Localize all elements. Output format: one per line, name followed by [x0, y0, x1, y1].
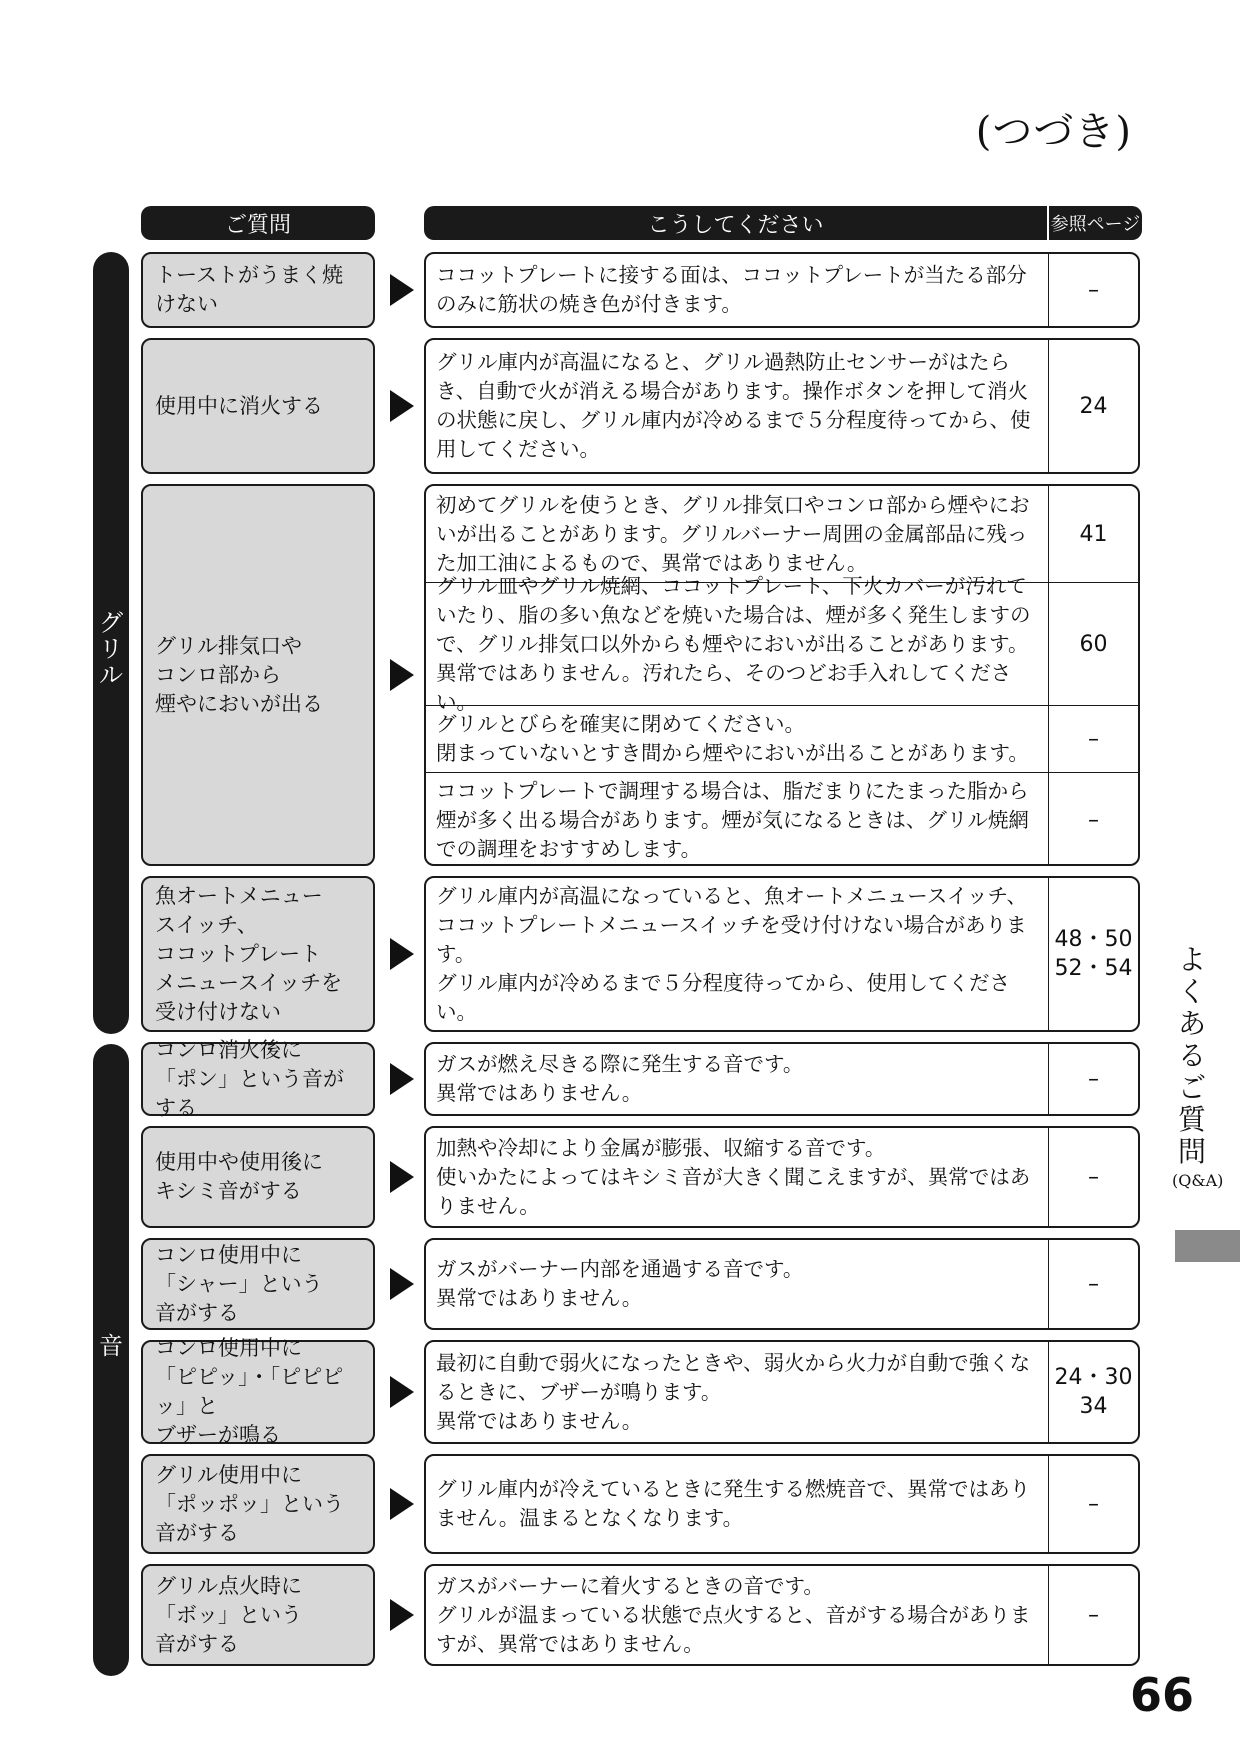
reference-page: –	[1088, 807, 1099, 833]
arrow-icon	[390, 1599, 414, 1631]
question-5: コンロ消火後に 「ポン」という音がする	[141, 1042, 375, 1116]
arrow-icon	[390, 1488, 414, 1520]
side-title	[1172, 943, 1224, 1190]
category-sound	[93, 1044, 129, 1676]
answer-row	[426, 254, 1138, 326]
reference-page: –	[1088, 277, 1099, 303]
answer-box-6	[424, 1126, 1140, 1228]
question-8: コンロ使用中に 「ピピッ」・「ピピピッ」と ブザーが鳴る	[141, 1340, 375, 1444]
answer-row	[426, 878, 1138, 1030]
question-1: トーストがうまく焼けない	[141, 252, 375, 328]
answer-row	[426, 340, 1138, 472]
answer-text: ガスがバーナーに着火するときの音です。 グリルが温まっている状態で点火すると、音がする場合がありますが、異常ではありません。	[426, 1566, 1049, 1664]
category-grill-label: グ リ ル	[99, 609, 123, 689]
answer-row	[426, 1240, 1138, 1328]
reference-page: –	[1088, 1164, 1099, 1190]
arrow-icon	[390, 1063, 414, 1095]
answer-box-5	[424, 1042, 1140, 1116]
header-answer: こうしてください	[424, 206, 1047, 240]
arrow-icon	[390, 1161, 414, 1193]
side-title-text: よ く あ る ご 質 問	[1177, 943, 1206, 1168]
answer-text: ココットプレートで調理する場合は、脂だまりにたまった脂から煙が多く出る場合があります。煙が気になるときは、グリル焼網での調理をおすすめします。	[426, 773, 1049, 866]
answer-row	[426, 1128, 1138, 1226]
arrow-icon	[390, 1376, 414, 1408]
answer-text: グリル庫内が高温になっていると、魚オートメニュースイッチ、ココットプレートメニュースイッチを受け付けない場合があります。 グリル庫内が冷めるまで５分程度待ってから、使用してください。	[426, 878, 1049, 1030]
question-10: グリル点火時に 「ボッ」という 音がする	[141, 1564, 375, 1666]
answer-text: 最初に自動で弱火になったときや、弱火から火力が自動で強くなるときに、ブザーが鳴ります。 異常ではありません。	[426, 1342, 1049, 1442]
answer-box-8	[424, 1340, 1140, 1444]
answer-row	[426, 1566, 1138, 1664]
question-3: グリル排気口や コンロ部から 煙やにおいが出る	[141, 484, 375, 866]
answer-box-7	[424, 1238, 1140, 1330]
reference-page: 24	[1079, 393, 1108, 419]
answer-box-10	[424, 1564, 1140, 1666]
question-9: グリル使用中に 「ポッポッ」という 音がする	[141, 1454, 375, 1554]
question-2: 使用中に消火する	[141, 338, 375, 474]
answer-text: ガスがバーナー内部を通過する音です。 異常ではありません。	[426, 1240, 1049, 1328]
answer-text: グリル皿やグリル焼網、ココットプレート、下火カバーが汚れていたり、脂の多い魚などを焼いた場合は、煙が多く発生しますので、グリル排気口以外からも煙やにおいが出ることがあります。異常ではありません。汚れたら、そのつどお手入れしてください。	[426, 583, 1049, 705]
answer-box-9	[424, 1454, 1140, 1554]
arrow-icon	[390, 659, 414, 691]
page-number: 66	[1129, 1668, 1194, 1722]
question-7: コンロ使用中に 「シャー」という 音がする	[141, 1238, 375, 1330]
answer-row	[426, 1456, 1138, 1552]
answer-text: ココットプレートに接する面は、ココットプレートが当たる部分のみに筋状の焼き色が付きます。	[426, 254, 1049, 326]
answer-row	[426, 772, 1138, 866]
arrow-icon	[390, 274, 414, 306]
reference-page: 24・30 34	[1054, 1365, 1133, 1419]
category-sound-label: 音	[99, 1332, 123, 1360]
answer-box-3	[424, 484, 1140, 866]
reference-page: –	[1088, 1491, 1099, 1517]
answer-row	[426, 1342, 1138, 1442]
answer-box-4	[424, 876, 1140, 1032]
arrow-icon	[390, 1268, 414, 1300]
reference-page: –	[1088, 1271, 1099, 1297]
category-grill	[93, 252, 129, 1034]
reference-page: –	[1088, 1066, 1099, 1092]
header-ref: 参照ページ	[1047, 206, 1142, 240]
arrow-icon	[390, 938, 414, 970]
answer-text: グリル庫内が高温になると、グリル過熱防止センサーがはたらき、自動で火が消える場合があります。操作ボタンを押して消火の状態に戻し、グリル庫内が冷めるまで５分程度待ってから、使用してください。	[426, 340, 1049, 472]
answer-row	[426, 486, 1138, 582]
reference-page: –	[1088, 726, 1099, 752]
answer-text: 初めてグリルを使うとき、グリル排気口やコンロ部から煙やにおいが出ることがあります。グリルバーナー周囲の金属部品に残った加工油によるもので、異常ではありません。	[426, 486, 1049, 582]
answer-row	[426, 705, 1138, 772]
question-6: 使用中や使用後に キシミ音がする	[141, 1126, 375, 1228]
answer-text: グリル庫内が冷えているときに発生する燃焼音で、異常ではありません。温まるとなくなります。	[426, 1456, 1049, 1552]
reference-page: 60	[1079, 631, 1108, 657]
answer-text: ガスが燃え尽きる際に発生する音です。 異常ではありません。	[426, 1044, 1049, 1114]
reference-page: 48・50 52・54	[1054, 927, 1133, 981]
answer-text: 加熱や冷却により金属が膨張、収縮する音です。 使いかたによってはキシミ音が大きく聞こえますが、異常ではありません。	[426, 1128, 1049, 1226]
answer-row	[426, 573, 1138, 714]
header-question: ご質問	[141, 206, 375, 240]
answer-text: グリルとびらを確実に閉めてください。 閉まっていないとすき間から煙やにおいが出ることがあります。	[426, 706, 1049, 772]
question-4: 魚オートメニュー スイッチ、 ココットプレート メニュースイッチを 受け付けない	[141, 876, 375, 1032]
section-tab	[1175, 1230, 1240, 1262]
answer-row	[426, 1044, 1138, 1114]
reference-page: –	[1088, 1602, 1099, 1628]
side-subtitle: (Q&A)	[1172, 1171, 1224, 1190]
answer-box-1	[424, 252, 1140, 328]
continued-label: (つづき)	[975, 109, 1132, 155]
arrow-icon	[390, 390, 414, 422]
reference-page: 41	[1079, 521, 1108, 547]
answer-box-2	[424, 338, 1140, 474]
